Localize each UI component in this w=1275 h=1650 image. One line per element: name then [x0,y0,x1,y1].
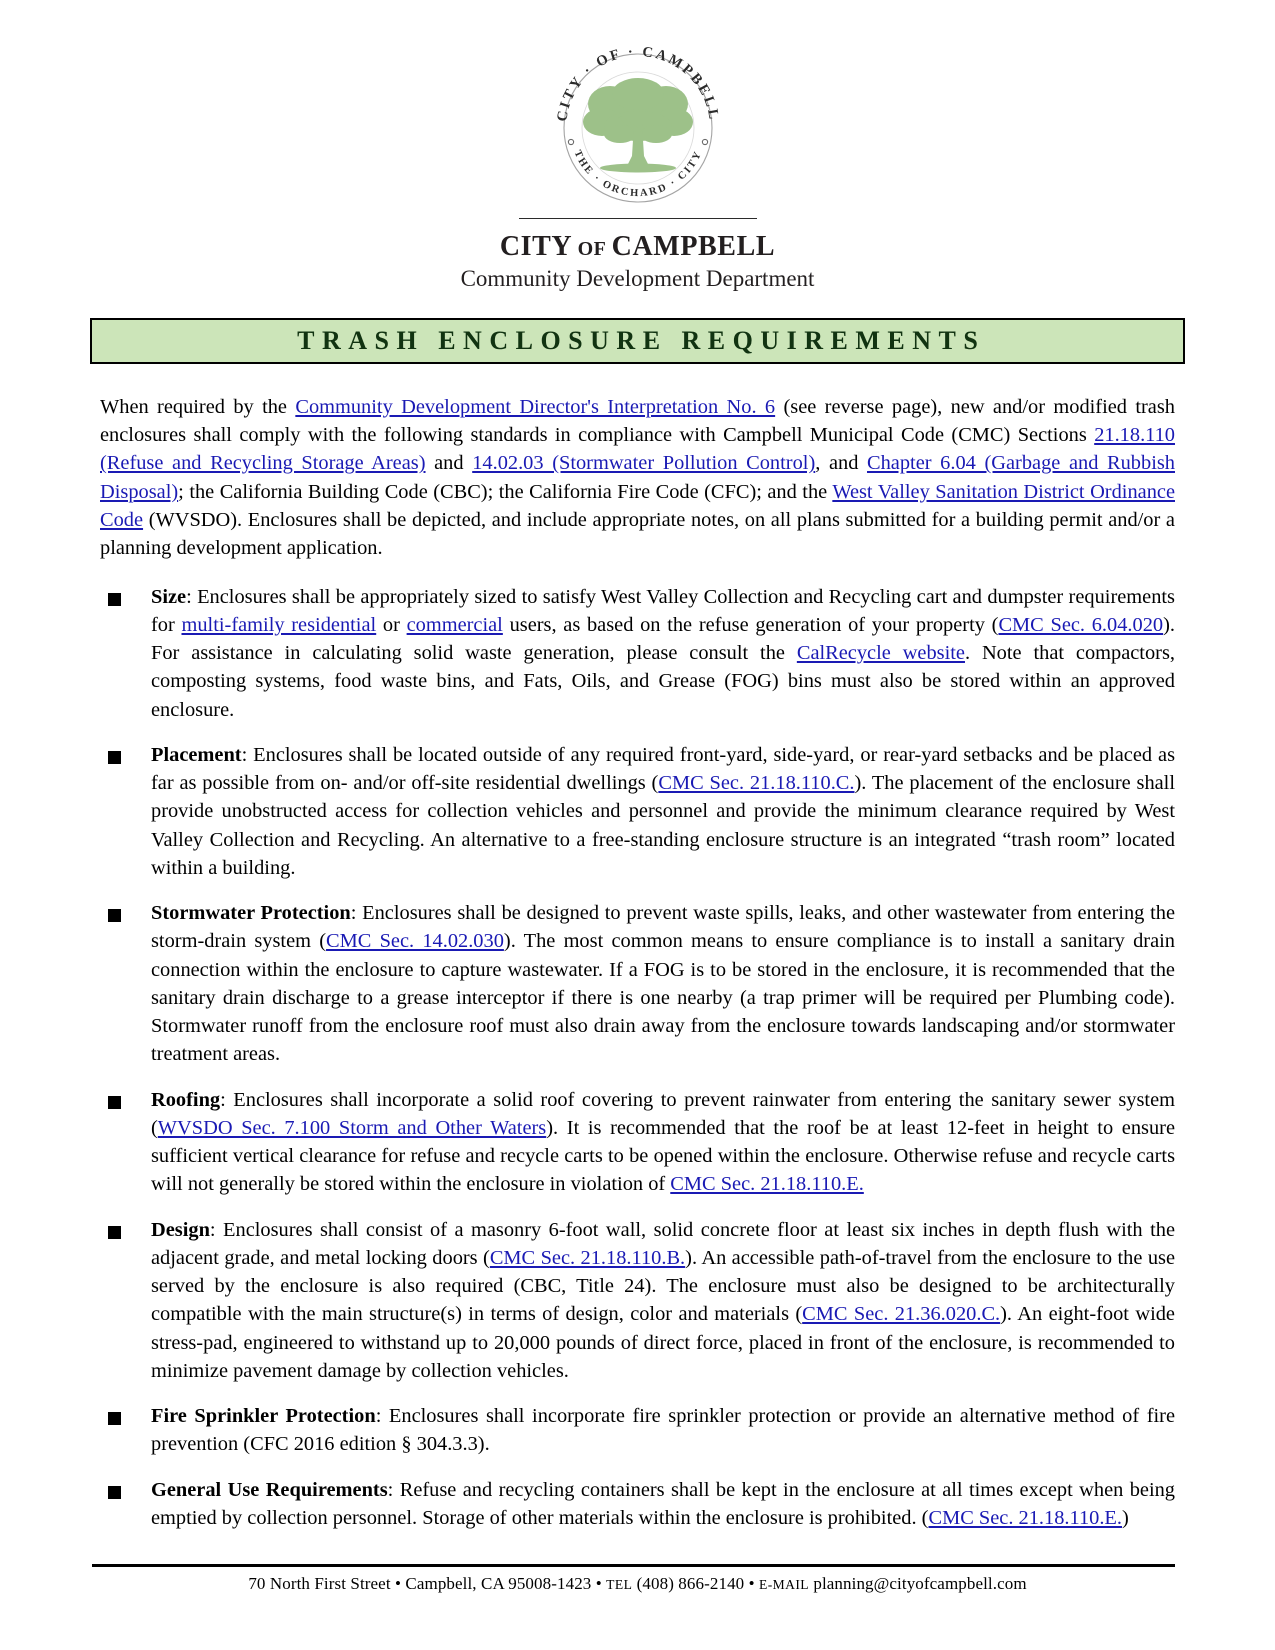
oak-tree-icon [583,78,693,173]
intro-paragraph [100,393,1175,563]
requirement-term: Size [151,585,187,608]
link-cmc-sec-21-36-020-c[interactable]: CMC Sec. 21.36.020.C. [802,1303,1001,1326]
req0-text-4: ). For assistance in calculating solid waste generation, please consult the [151,613,1175,665]
intro-text-1: When required by the [100,395,296,418]
org-name-part1: CITY [499,231,573,262]
link-calrecycle-website[interactable]: CalRecycle website [796,642,965,665]
requirement-term: Placement [151,743,242,766]
footer-contact-info [100,1574,1175,1594]
list-item [100,1476,1175,1533]
intro-text-4: , and [815,452,868,475]
page-title-banner [90,318,1185,364]
requirement-term: Roofing [151,1088,221,1111]
seal-left-dot [568,139,573,144]
req4-text-3: ). An eight-foot wide stress-pad, engineered to withstand up to 20,000 pounds of direct force, placed in front of the enclosure, is recommended to minimize pavement damage by collection vehicles. [151,1303,1175,1382]
letterhead [100,0,1175,293]
requirement-roofing [151,1086,1175,1199]
requirement-placement [151,741,1175,882]
requirement-term: Fire Sprinkler Protection [151,1405,376,1428]
requirement-fire-sprinkler-protection [151,1402,1175,1459]
req0-text-3: users, as based on the refuse generation of your property ( [502,613,999,636]
link-cmc-14-02-03[interactable]: 14.02.03 (Stormwater Pollution Control) [472,452,816,475]
list-item [100,741,1175,882]
req0-text-5: . Note that compactors, composting systems, food waste bins, and Fats, Oils, and Grease (FOG) bins must also be stored within an approved enclosure. [151,642,1175,721]
list-item [100,899,1175,1069]
req6-text-1: : Refuse and recycling containers shall be kept in the enclosure at all times except when being emptied by collection personnel. Storage of other materials within the enclosure is prohibited. ( [151,1478,1176,1529]
footer-email-label: E-MAIL [759,1577,809,1592]
square-bullet-icon [108,1096,121,1109]
req2-text-2: ). The most common means to ensure compliance is to install a sanitary drain connection within the enclosure to capture wastewater. If a FOG is to be stored in the enclosure, it is recommended that the sanitary drain discharge to a grease interceptor if there is one nearby (a trap primer will be required per Plumbing code). Stormwater runoff from the enclosure roof must also drain away from the enclosure towards landscaping and/or stormwater treatment areas. [151,930,1175,1066]
link-cmc-sec-21-18-110-e[interactable]: CMC Sec. 21.18.110.E. [670,1173,864,1196]
requirements-list [100,583,1175,1533]
footer-address: 70 North First Street • Campbell, CA 95008-1423 • [248,1574,607,1593]
requirement-size [151,583,1175,724]
intro-text-6: (WVSDO). Enclosures shall be depicted, and include appropriate notes, on all plans submitted for a building permit and/or a planning development application. [100,508,1175,560]
link-cmc-sec-21-18-110-e-2[interactable]: CMC Sec. 21.18.110.E. [928,1506,1122,1529]
org-name-of: OF [577,238,607,260]
letterhead-divider [519,218,757,219]
link-cmc-21-18-110[interactable]: 21.18.110 (Refuse and Recycling Storage Areas) [100,424,1175,475]
footer-email-value: planning@cityofcampbell.com [809,1574,1027,1593]
seal-right-dot [702,139,707,144]
list-item [100,1086,1175,1199]
req0-text-1: : Enclosures shall be appropriately sized to satisfy West Valley Collection and Recycling cart and dumpster requirements for [151,585,1175,636]
list-item [100,1216,1175,1386]
link-cmc-sec-21-18-110-c[interactable]: CMC Sec. 21.18.110.C. [658,772,855,795]
link-multi-family-residential[interactable]: multi-family residential [181,613,377,636]
link-cmc-sec-6-04-020[interactable]: CMC Sec. 6.04.020 [998,613,1164,636]
requirement-stormwater-protection [151,899,1175,1069]
square-bullet-icon [108,1486,121,1499]
city-seal-svg [546,46,730,206]
req1-text-1: : Enclosures shall be located outside of any required front-yard, side-yard, or rear-yard setbacks and be placed as far as possible from on- and/or off-site residential dwellings ( [151,743,1175,795]
org-name-part2: CAMPBELL [611,231,776,262]
square-bullet-icon [108,1412,121,1425]
seal-bottom-arc-text: THE · ORCHARD · CITY [570,148,705,200]
link-director-interpretation[interactable]: Community Development Director's Interpretation No. 6 [295,395,776,418]
square-bullet-icon [108,751,121,764]
req4-text-1: : Enclosures shall consist of a masonry 6-foot wall, solid concrete floor at least six inches in depth flush with the adjacent grade, and metal locking doors ( [151,1218,1175,1269]
link-wvsd-ordinance-code[interactable]: West Valley Sanitation District Ordinance Code [100,480,1175,531]
req5-text-1: : Enclosures shall incorporate fire sprinkler protection or provide an alternative method of fire prevention (CFC 2016 edition § 304.3.3). [151,1405,1175,1456]
square-bullet-icon [108,1226,121,1239]
link-cmc-sec-14-02-030[interactable]: CMC Sec. 14.02.030 [326,930,504,953]
req0-text-2: or [376,613,407,636]
page-title: TRASH ENCLOSURE REQUIREMENTS [297,325,986,355]
req2-text-1: : Enclosures shall be designed to prevent waste spills, leaks, and other wastewater from entering the storm-drain system ( [151,902,1175,953]
footer-tel-value: (408) 866-2140 • [632,1574,760,1593]
square-bullet-icon [108,593,121,606]
requirement-term: Stormwater Protection [151,902,351,925]
requirement-design [151,1216,1175,1386]
link-wvsdo-sec-7-100[interactable]: WVSDO Sec. 7.100 Storm and Other Waters [157,1116,547,1139]
organization-name [100,231,1175,262]
req3-text-2: ). It is recommended that the roof be at least 12-feet in height to ensure sufficient vertical clearance for refuse and recycle carts to be opened within the enclosure. Otherwise refuse and recycle carts will not generally be stored within the enclosure in violation of [151,1116,1175,1196]
intro-text-5: ; the California Building Code (CBC); the California Fire Code (CFC); and the [178,480,833,503]
department-name: Community Development Department [460,266,815,292]
req4-text-2: ). An accessible path-of-travel from the enclosure to the use served by the enclosure is also required (CBC, Title 24). The enclosure must also be designed to be architecturally compatible with the main structure(s) in terms of design, color and materials ( [151,1246,1175,1326]
square-bullet-icon [108,909,121,922]
city-seal-logo [546,46,730,206]
requirement-term: General Use Requirements [151,1478,388,1501]
intro-text-3: and [425,452,473,475]
list-item [100,583,1175,724]
req6-text-2: ) [1122,1506,1129,1529]
intro-text-2: (see reverse page), new and/or modified trash enclosures shall comply with the following standards in compliance with Campbell Municipal Code (CMC) Sections [100,395,1175,447]
page-footer [100,1564,1175,1594]
list-item [100,1402,1175,1459]
req1-text-2: ). The placement of the enclosure shall provide unobstructed access for collection vehicles and personnel and provide the minimum clearance required by West Valley Collection and Recycling. An alternative to a free-standing enclosure structure is an integrated “trash room” located within a building. [151,772,1176,879]
requirement-general-use [151,1476,1175,1533]
footer-divider [92,1564,1175,1567]
req3-text-1: : Enclosures shall incorporate a solid roof covering to prevent rainwater from entering the sanitary sewer system ( [151,1088,1175,1139]
link-cmc-sec-21-18-110-b[interactable]: CMC Sec. 21.18.110.B. [489,1246,686,1269]
link-chapter-6-04[interactable]: Chapter 6.04 (Garbage and Rubbish Disposal) [100,452,1175,503]
footer-tel-label: TEL [606,1577,633,1592]
link-commercial[interactable]: commercial [406,613,503,636]
seal-top-arc-text: CITY · OF · CAMPBELL [553,46,722,123]
requirement-term: Design [151,1218,210,1241]
